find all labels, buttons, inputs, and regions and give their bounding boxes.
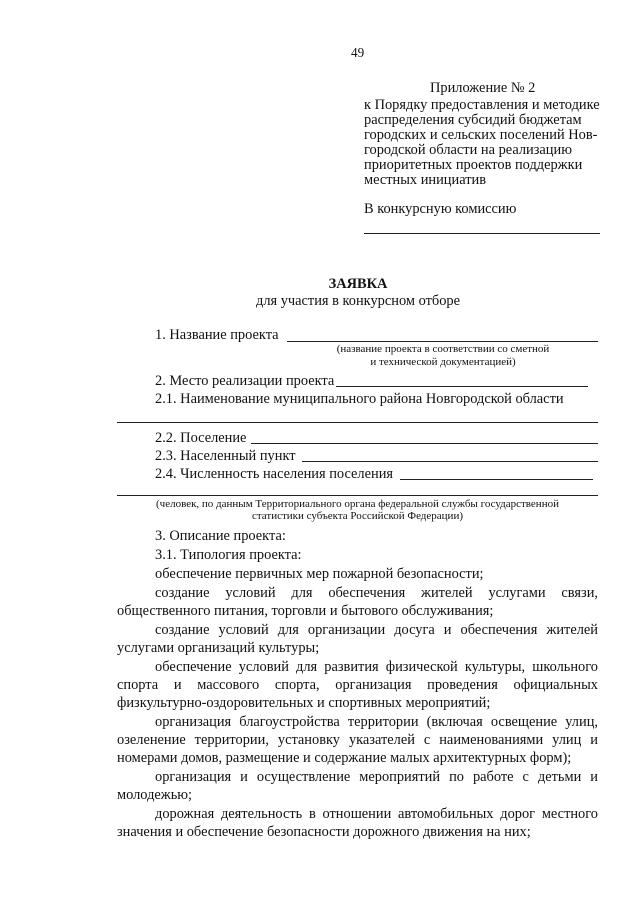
field-project-name-line — [287, 341, 598, 342]
typology-item: озеленение территории, установку указателей с наименованиями улиц и — [117, 732, 598, 748]
appendix-line: городских и сельских поселений Нов- — [364, 127, 598, 143]
field-settlement-label: 2.2. Поселение — [155, 430, 247, 446]
page-number: 49 — [351, 45, 365, 60]
field-locality-label: 2.3. Населенный пункт — [155, 448, 296, 464]
field-population-line-2 — [117, 495, 598, 496]
field-population-label: 2.4. Численность населения поселения — [155, 466, 394, 482]
typology-item: создание условий для обеспечения жителей услугами связи, — [155, 585, 598, 601]
field-locality-line — [302, 461, 598, 462]
description-title: 3. Описание проекта: — [155, 528, 286, 544]
appendix-line: приоритетных проектов поддержки — [364, 157, 583, 173]
typology-item: дорожная деятельность в отношении автомобильных дорог местного — [155, 806, 598, 822]
appendix-title: Приложение № 2 — [430, 80, 536, 96]
field-settlement-line — [251, 443, 598, 444]
typology-item: общественного питания, торговли и бытового обслуживания; — [117, 603, 494, 619]
typology-item: создание условий для организации досуга и обеспечения жителей — [155, 622, 598, 638]
typology-item: обеспечение условий для развития физической культуры, школьного — [155, 659, 598, 675]
addressee-blank-line — [364, 233, 600, 234]
field-population-hint: (человек, по данным Территориального органа федеральной службы государственной — [156, 498, 559, 510]
field-place-label: 2. Место реализации проекта — [155, 373, 335, 389]
typology-item: организация благоустройства территории (включая освещение улиц, — [155, 714, 598, 730]
field-project-name-hint: (название проекта в соответствии со сметной — [336, 343, 550, 355]
field-project-name-label: 1. Название проекта — [155, 327, 279, 343]
typology-item: спорта и массового спорта, организация проведения официальных — [117, 677, 598, 693]
field-district-line — [117, 422, 598, 423]
field-project-name-hint: и технической документацией) — [370, 356, 516, 368]
appendix-line: к Порядку предоставления и методике — [364, 97, 600, 113]
application-subtitle: для участия в конкурсном отборе — [256, 293, 460, 309]
typology-item: молодежью; — [117, 787, 193, 803]
appendix-line: городской области на реализацию — [364, 142, 572, 158]
typology-item: услугами организаций культуры; — [117, 640, 320, 656]
field-population-hint: статистики субъекта Российской Федерации) — [251, 510, 463, 522]
addressee: В конкурсную комиссию — [364, 201, 517, 217]
appendix-line: распределения субсидий бюджетам — [364, 112, 582, 128]
field-population-line — [400, 479, 593, 480]
typology-item: номерами домов, размещение и содержание малых архитектурных форм); — [117, 750, 572, 766]
typology-title: 3.1. Типология проекта: — [155, 547, 302, 563]
application-title: ЗАЯВКА — [328, 276, 388, 292]
typology-item: физкультурно-оздоровительных и спортивных мероприятий; — [117, 695, 491, 711]
typology-item: значения и обеспечение безопасности дорожного движения на них; — [117, 824, 531, 840]
typology-item: обеспечение первичных мер пожарной безопасности; — [155, 566, 484, 582]
field-district-label: 2.1. Наименование муниципального района Новгородской области — [155, 391, 564, 407]
typology-item: организация и осуществление мероприятий по работе с детьми и — [155, 769, 598, 785]
field-place-line — [336, 386, 588, 387]
appendix-line: местных инициатив — [364, 172, 486, 188]
